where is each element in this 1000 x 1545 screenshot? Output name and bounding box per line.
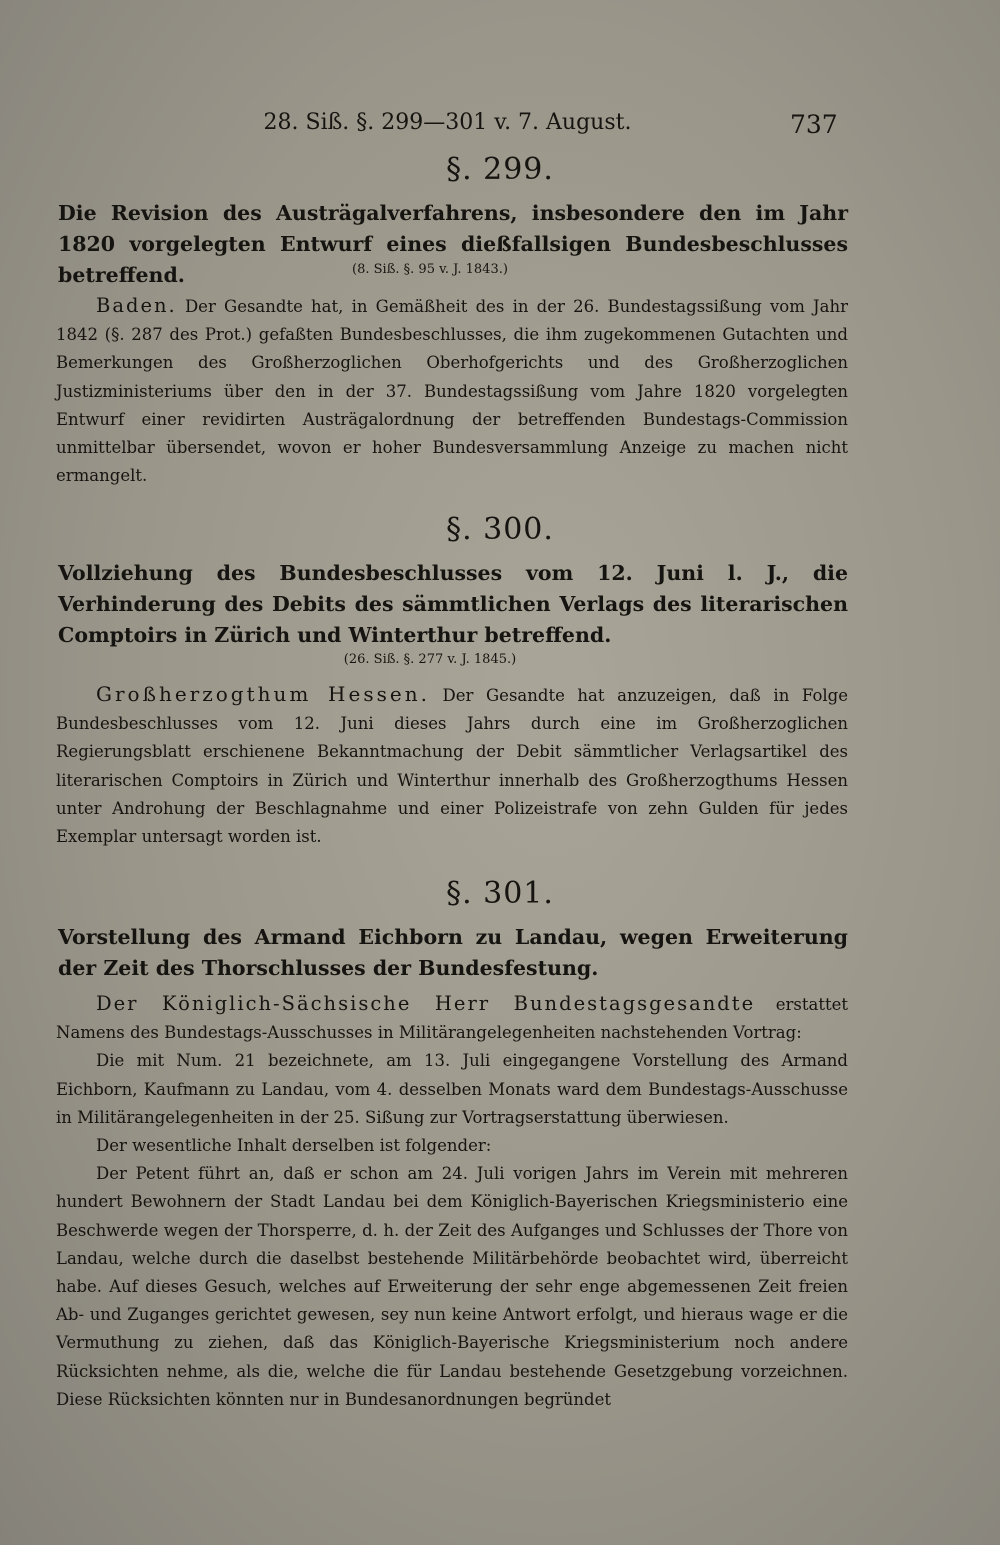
section-301-paragraph-2: Der wesentliche Inhalt derselben ist folgender: (96, 1136, 492, 1156)
section-301-paragraph-3: Der Petent führt an, daß er schon am 24. Juli vorigen Jahrs im Verein mit mehreren hundert Bewohnern der Stadt Landau bei dem Königlich-Bayerischen Kriegsministerio eine Beschwerde wegen der Thorsperre, d. h. der Zeit des Aufganges und Schlusses der Thore von Landau, welche durch die daselbst bestehende Militärbehörde beobachtet wird, überreicht habe. Auf dieses Gesuch, welches auf Erweiterung der sehr enge abgemessenen Zeit freien Ab- und Zuganges gerichtet gewesen, sey nun keine Antwort erfolgt, und hieraus wage er die Vermuthung zu ziehen, daß das Königlich-Bayerische Kriegsministerium noch andere Rücksichten nehme, als die, welche die für Landau bestehende Gesetzgebung vorzeichnen. Diese Rücksichten könnten nur in Bundesanordnungen begründet (56, 1164, 848, 1409)
section-299-title: Die Revision des Austrägalverfahrens, insbesondere den im Jahr 1820 vorgelegten Entwurf eines dießfallsigen Bundesbeschlusses betreffend. (58, 201, 848, 287)
section-299-heading: §. 299. (446, 152, 554, 187)
section-301-heading: §. 301. (446, 876, 554, 911)
section-299-text: Der Gesandte hat, in Gemäßheit des in der 26. Bundestagssißung vom Jahr 1842 (§. 287 des Prot.) gefaßten Bundesbeschlusses, die ihm zugekommenen Gutachten und Bemerkungen des Großherzoglichen Oberhofgerichts und des Großherzoglichen Justizministeriums über den in der 37. Bundestagssißung vom Jahre 1820 vorgelegten Entwurf einer revidirten Austrägalordnung der betreffenden Bundestags-Commission unmittelbar übersendet, wovon er hoher Bundesversammlung Anzeige zu machen nicht ermangelt. (56, 297, 848, 486)
speaker-baden: Baden. (96, 294, 177, 317)
running-header: 28. Siß. §. 299—301 v. 7. August. (263, 110, 632, 135)
section-301-intro: erstattet Namens des Bundestags-Ausschusses in Militärangelegenheiten nachstehenden Vortrag: (56, 995, 848, 1043)
page-number: 737 (790, 110, 838, 139)
section-301-title: Vorstellung des Armand Eichborn zu Landau, wegen Erweiterung der Zeit des Thorschlusses der Bundesfestung. (58, 925, 848, 980)
section-300-body (56, 680, 848, 851)
section-300-text: Der Gesandte hat anzuzeigen, daß in Folge Bundesbeschlusses vom 12. Juni dieses Jahrs durch eine im Großherzoglichen Regierungsblatt erschienene Bekanntmachung der Debit sämmtlicher Verlagsartikel des literarischen Comptoirs in Zürich und Winterthur innerhalb des Großherzogthums Hessen unter Androhung der Beschlagnahme und einer Polizeistrafe von zehn Gulden für jedes Exemplar untersagt worden ist. (56, 686, 848, 847)
section-300-heading: §. 300. (446, 512, 554, 547)
section-300-reference: (26. Siß. §. 277 v. J. 1845.) (343, 652, 517, 667)
section-301-paragraph-1: Die mit Num. 21 bezeichnete, am 13. Juli eingegangene Vorstellung des Armand Eichborn, Kaufmann zu Landau, vom 4. desselben Monats ward dem Bundestags-Ausschusse in Militärangelegenheiten in der 25. Sißung zur Vortragserstattung überwiesen. (56, 1051, 848, 1127)
section-299-reference: (8. Siß. §. 95 v. J. 1843.) (352, 262, 508, 277)
section-299-body (56, 292, 848, 490)
section-300-title: Vollziehung des Bundesbeschlusses vom 12. Juni l. J., die Verhinderung des Debits des sämmtlichen Verlags des literarischen Comptoirs in Zürich und Winterthur betreffend. (58, 561, 848, 647)
section-301-body (56, 990, 848, 1414)
speaker-saxony: Der Königlich-Sächsische Herr Bundestagsgesandte (96, 992, 756, 1015)
speaker-hessen: Großherzogthum Hessen. (96, 682, 430, 706)
